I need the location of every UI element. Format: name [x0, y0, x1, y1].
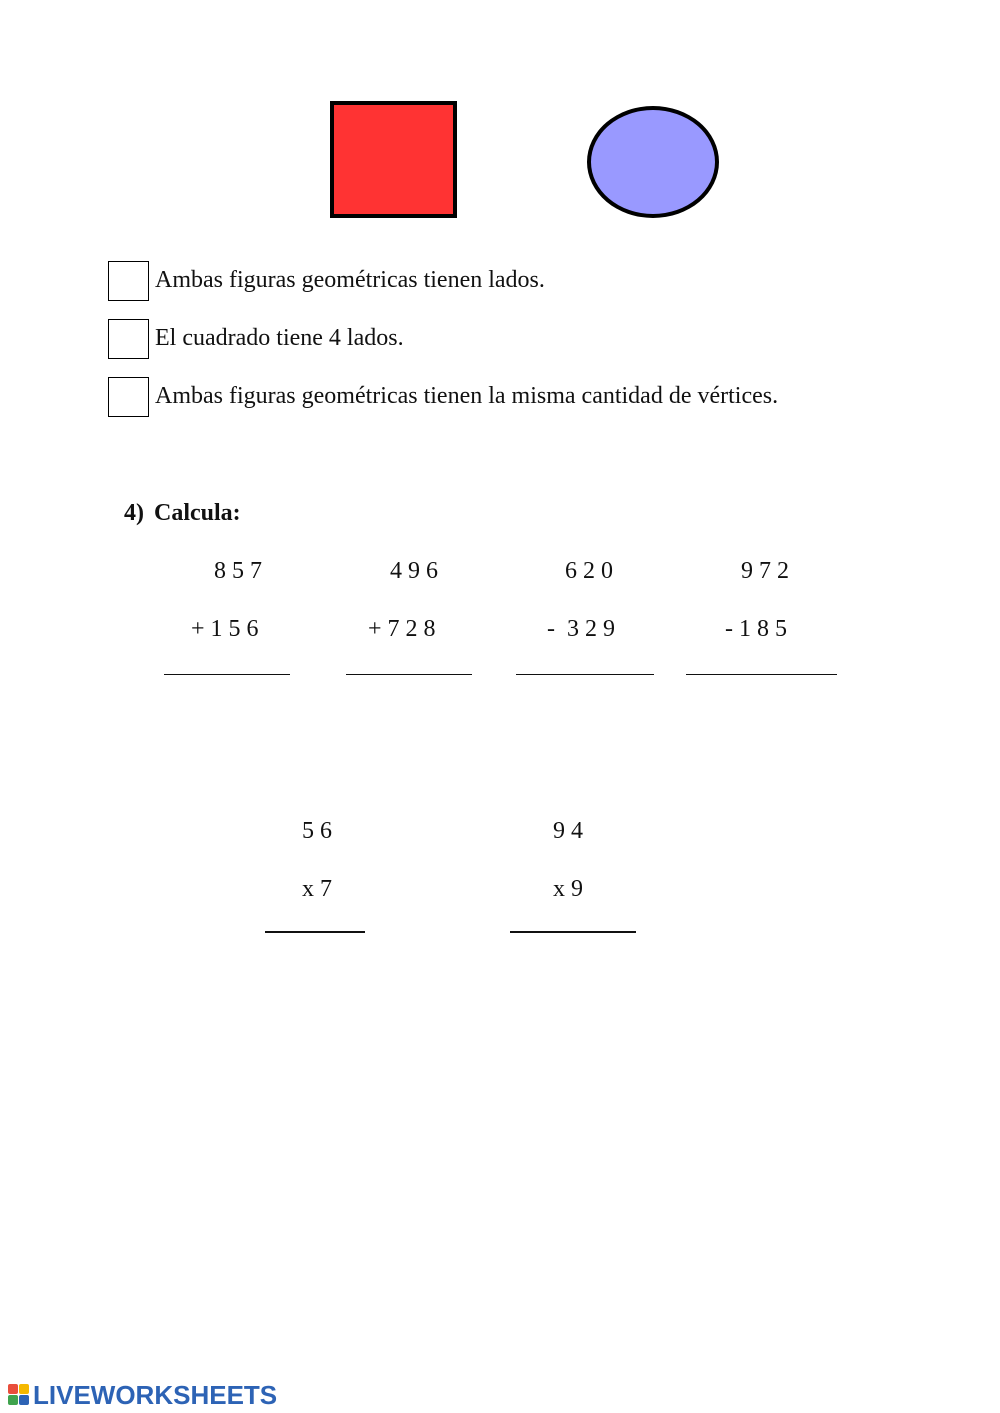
operand-bottom-6: x 9 [553, 876, 583, 902]
blue-ellipse-shape [587, 106, 719, 218]
operand-bottom-2: + 7 2 8 [368, 616, 436, 642]
operand-top-6: 9 4 [553, 818, 583, 844]
operand-top-2: 4 9 6 [390, 558, 438, 584]
operand-bottom-3: - 3 2 9 [547, 616, 615, 642]
operand-bottom-1: + 1 5 6 [191, 616, 259, 642]
answer-line-2[interactable] [346, 674, 472, 675]
section-heading [124, 500, 241, 527]
option-label-1: Ambas figuras geométricas tienen lados. [155, 267, 545, 293]
liveworksheets-logo-icon [8, 1384, 30, 1406]
option-label-2: El cuadrado tiene 4 lados. [155, 325, 404, 351]
answer-line-1[interactable] [164, 674, 290, 675]
answer-line-5[interactable] [265, 931, 365, 933]
section-title: Calcula: [154, 500, 241, 526]
logo-text: LIVEWORKSHEETS [33, 1379, 278, 1410]
operand-top-5: 5 6 [302, 818, 332, 844]
operand-top-1: 8 5 7 [214, 558, 262, 584]
section-number: 4) [124, 500, 144, 526]
red-square-shape [330, 101, 457, 218]
operand-bottom-4: - 1 8 5 [725, 616, 787, 642]
answer-checkbox-1[interactable] [108, 261, 149, 301]
liveworksheets-logo [8, 1381, 277, 1409]
answer-line-6[interactable] [510, 931, 636, 933]
answer-line-3[interactable] [516, 674, 654, 675]
answer-checkbox-3[interactable] [108, 377, 149, 417]
option-label-3: Ambas figuras geométricas tienen la misma cantidad de vértices. [155, 383, 779, 409]
operand-top-4: 9 7 2 [741, 558, 789, 584]
answer-checkbox-2[interactable] [108, 319, 149, 359]
operand-top-3: 6 2 0 [565, 558, 613, 584]
operand-bottom-5: x 7 [302, 876, 332, 902]
answer-line-4[interactable] [686, 674, 837, 675]
